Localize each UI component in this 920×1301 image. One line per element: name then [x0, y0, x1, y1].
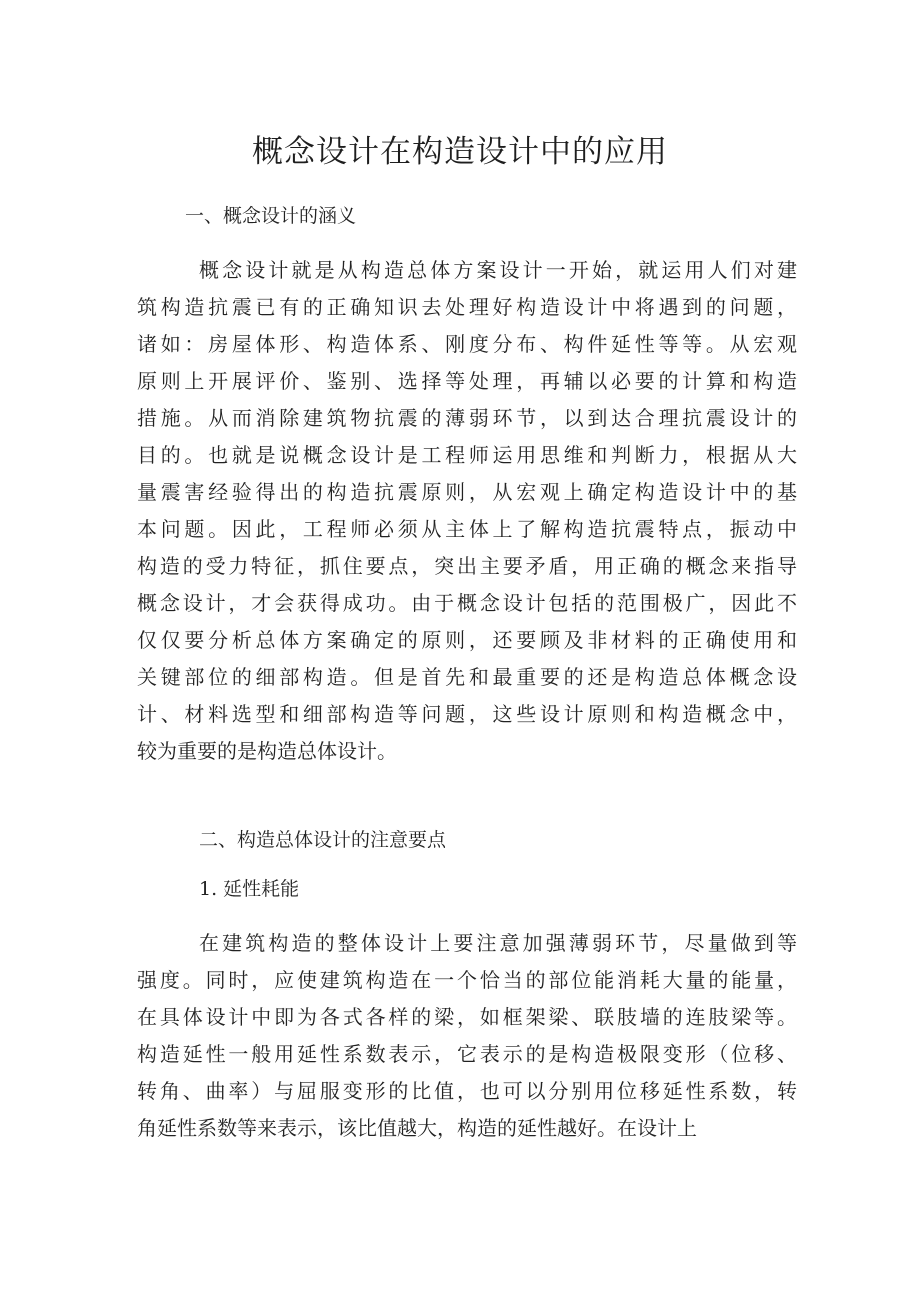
section-1-paragraph [137, 252, 797, 770]
paragraph-line: 概念设计，才会获得成功。由于概念设计包括的范围极广，因此不 [137, 591, 797, 615]
paragraph-line: 计、材料选型和细部构造等问题，这些设计原则和构造概念中， [137, 702, 797, 726]
paragraph-line: 角延性系数等来表示，该比值越大，构造的延性越好。在设计上 [137, 1116, 697, 1140]
paragraph-line: 关键部位的细部构造。但是首先和最重要的还是构造总体概念设 [137, 665, 797, 689]
paragraph-line: 在建筑构造的整体设计上要注意加强薄弱环节，尽量做到等 [199, 931, 797, 955]
section-heading-2: 二、构造总体设计的注意要点 [199, 829, 447, 851]
paragraph-line: 仅仅要分析总体方案确定的原则，还要顾及非材料的正确使用和 [137, 628, 797, 652]
subsection-heading: 1. 延性耗能 [199, 878, 300, 900]
section-2-paragraph [137, 925, 797, 1147]
paragraph-line: 构造延性一般用延性系数表示，它表示的是构造极限变形（位移、 [137, 1042, 797, 1066]
section-heading-1: 一、概念设计的涵义 [185, 205, 357, 227]
paragraph-line: 转角、曲率）与屈服变形的比值，也可以分别用位移延性系数，转 [137, 1079, 797, 1103]
paragraph-line: 措施。从而消除建筑物抗震的薄弱环节，以到达合理抗震设计的 [137, 406, 797, 430]
paragraph-line: 较为重要的是构造总体设计。 [137, 739, 397, 763]
paragraph-line: 量震害经验得出的构造抗震原则，从宏观上确定构造设计中的基 [137, 480, 797, 504]
paragraph-line: 原则上开展评价、鉴别、选择等处理，再辅以必要的计算和构造 [137, 369, 797, 393]
paragraph-line: 目的。也就是说概念设计是工程师运用思维和判断力，根据从大 [137, 443, 797, 467]
paragraph-line: 在具体设计中即为各式各样的梁，如框架梁、联肢墙的连肢梁等。 [137, 1005, 797, 1029]
paragraph-line: 强度。同时，应使建筑构造在一个恰当的部位能消耗大量的能量， [137, 968, 797, 992]
paragraph-line: 诸如：房屋体形、构造体系、刚度分布、构件延性等等。从宏观 [137, 332, 797, 356]
paragraph-line: 本问题。因此，工程师必须从主体上了解构造抗震特点，振动中 [137, 517, 797, 541]
paragraph-line: 构造的受力特征，抓住要点，突出主要矛盾，用正确的概念来指导 [137, 554, 797, 578]
paragraph-line: 概念设计就是从构造总体方案设计一开始，就运用人们对建 [199, 258, 797, 282]
document-title: 概念设计在构造设计中的应用 [252, 134, 668, 170]
paragraph-line: 筑构造抗震已有的正确知识去处理好构造设计中将遇到的问题， [137, 295, 797, 319]
